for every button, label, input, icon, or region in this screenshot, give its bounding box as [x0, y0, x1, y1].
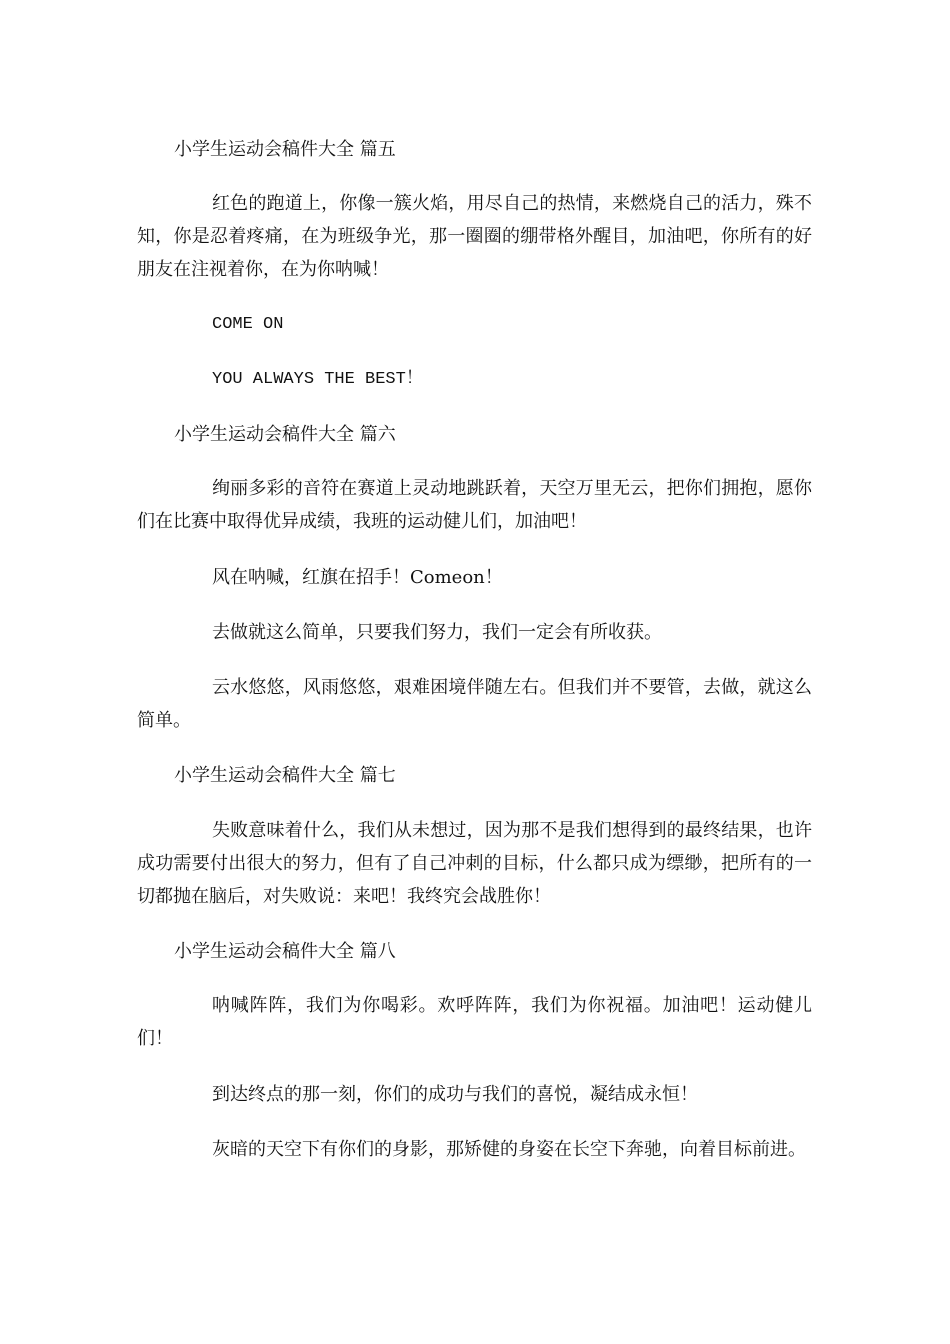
- paragraph: 到达终点的那一刻，你们的成功与我们的喜悦，凝结成永恒！: [212, 1084, 698, 1105]
- paragraph: 失败意味着什么，我们从未想过，因为那不是我们想得到的最终结果，也许成功需要付出很大的努力，但有了自己冲刺的目标，什么都只成为缥缈，把所有的一切都抛在脑后，对失败说：来吧！我终究会战胜你！: [137, 820, 812, 907]
- section-heading-5: 小学生运动会稿件大全 篇五: [174, 139, 396, 160]
- paragraph-english: COME ON: [212, 315, 284, 334]
- paragraph: 呐喊阵阵，我们为你喝彩。欢呼阵阵，我们为你祝福。加油吧！运动健儿们！: [137, 995, 812, 1049]
- paragraph: 红色的跑道上，你像一簇火焰，用尽自己的热情，来燃烧自己的活力，殊不知，你是忍着疼痛，在为班级争光，那一圈圈的绷带格外醒目，加油吧，你所有的好朋友在注视着你，在为你呐喊！: [137, 193, 812, 280]
- paragraph: 去做就这么简单，只要我们努力，我们一定会有所收获。: [212, 622, 662, 643]
- paragraph: 云水悠悠，风雨悠悠，艰难困境伴随左右。但我们并不要管，去做，就这么简单。: [137, 677, 812, 731]
- paragraph: 风在呐喊，红旗在招手！Comeon！: [212, 567, 503, 588]
- section-heading-6: 小学生运动会稿件大全 篇六: [174, 424, 396, 445]
- paragraph: 绚丽多彩的音符在赛道上灵动地跳跃着，天空万里无云，把你们拥抱，愿你们在比赛中取得优异成绩，我班的运动健儿们，加油吧！: [137, 478, 812, 532]
- paragraph-english: YOU ALWAYS THE BEST！: [212, 370, 423, 389]
- section-heading-8: 小学生运动会稿件大全 篇八: [174, 941, 396, 962]
- paragraph: 灰暗的天空下有你们的身影，那矫健的身姿在长空下奔驰，向着目标前进。: [212, 1139, 806, 1160]
- section-heading-7: 小学生运动会稿件大全 篇七: [174, 765, 396, 786]
